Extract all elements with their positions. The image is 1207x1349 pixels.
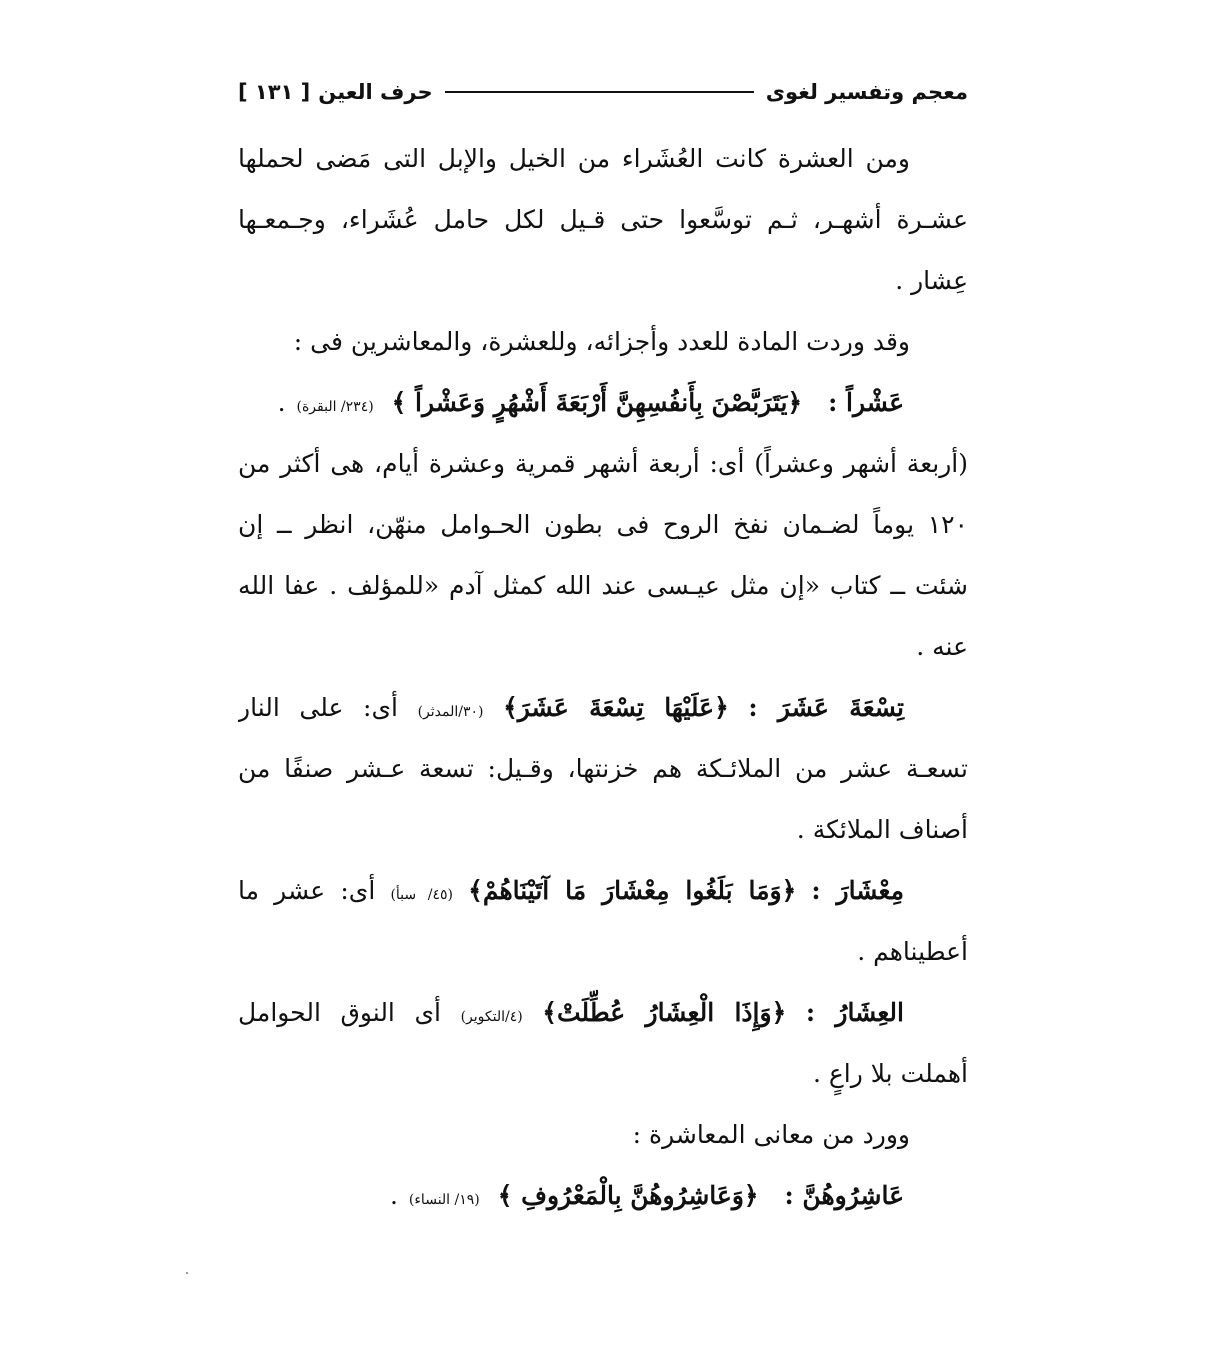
text-line: أصناف الملائكة . xyxy=(796,815,968,844)
end-mark: . xyxy=(277,388,286,417)
entry-ishar xyxy=(238,982,968,1043)
entry-lemma: العِشَارُ : xyxy=(805,998,904,1027)
entry-lemma: مِعْشَارَ : xyxy=(811,876,904,905)
book-title: معجم وتفسير لغوى xyxy=(765,80,968,104)
page-number: [ ١٣١ ] xyxy=(238,80,311,104)
text-line: عِشار . xyxy=(895,266,968,295)
text-line: شئت ــ كتاب «إن مثل عيـسى عند الله كمثل آدم «للمؤلف . عفا الله xyxy=(238,571,968,600)
entry-mishar xyxy=(238,860,968,921)
entry-lemma: عَشْراً : xyxy=(828,388,904,417)
text-line: أعطيناهم . xyxy=(857,937,968,966)
text-line: عشـرة أشهـر، ثـم توسَّعوا حتى قـيل لكل حامل عُشَراء، وجـمعـها xyxy=(238,205,968,234)
quran-verse: ﴿وَإِذَا الْعِشَارُ عُطِّلَتْ﴾ xyxy=(542,998,787,1027)
quran-verse: ﴿وَعَاشِرُوهُنَّ بِالْمَعْرُوفِ ﴾ xyxy=(497,1181,759,1210)
entry-gloss: أى: عشر ما xyxy=(238,876,376,905)
text-line: (أربعة أشهر وعشراً) أى: أربعة أشهر قمرية وعشرة أيام، هى أكثر من xyxy=(238,449,968,478)
text-line: عنه . xyxy=(916,632,968,661)
entry-ashran xyxy=(238,372,968,433)
text-line: وورد من معانى المعاشرة : xyxy=(632,1120,910,1149)
running-header xyxy=(238,74,968,110)
text-line: أهملت بلا راعٍ . xyxy=(812,1059,968,1088)
quran-verse: ﴿يَتَرَبَّصْنَ بِأَنفُسِهِنَّ أَرْبَعَةَ أَشْهُرٍ وَعَشْراً ﴾ xyxy=(391,388,803,417)
verse-reference: (٤٥/ سبأ) xyxy=(390,887,454,903)
entry-lemma: عَاشِرُوهُنَّ : xyxy=(784,1181,904,1210)
entry-gloss: أى: على النار xyxy=(238,693,398,722)
entry-ashiruhunna xyxy=(238,1165,968,1226)
text-line: ١٢٠ يوماً لضـمان نفخ الروح فى بطون الحـوامل منهّن، انظر ــ إن xyxy=(238,510,968,539)
entry-tisata-ashar xyxy=(238,677,968,738)
quran-verse: ﴿عَلَيْهَا تِسْعَةَ عَشَرَ﴾ xyxy=(503,693,729,722)
quran-verse: ﴿وَمَا بَلَغُوا مِعْشَارَ مَا آتَيْنَاهُمْ﴾ xyxy=(468,876,797,905)
verse-reference: (١٩/ النساء) xyxy=(408,1192,480,1208)
scan-speck xyxy=(186,1272,188,1274)
page-body xyxy=(238,128,968,1226)
verse-reference: (٣٠/المدثر) xyxy=(417,704,484,720)
text-line: تسعـة عشر من الملائـكة هم خزنتها، وقـيل: تسعة عـشر صنفًا من xyxy=(238,754,968,783)
end-mark: . xyxy=(389,1181,398,1210)
text-line: وقد وردت المادة للعدد وأجزائه، وللعشرة، والمعاشرين فى : xyxy=(293,327,910,356)
text-line: ومن العشرة كانت العُشَراء من الخيل والإبل التى مَضى لحملها xyxy=(238,144,910,173)
section-title: حرف العين xyxy=(318,80,433,104)
entry-lemma: تِسْعَةَ عَشَرَ : xyxy=(748,693,905,722)
header-rule xyxy=(445,91,754,93)
verse-reference: (٢٣٤/ البقرة) xyxy=(296,399,374,415)
verse-reference: (٤/التكوير) xyxy=(460,1009,523,1025)
entry-gloss: أى النوق الحوامل xyxy=(238,998,441,1027)
